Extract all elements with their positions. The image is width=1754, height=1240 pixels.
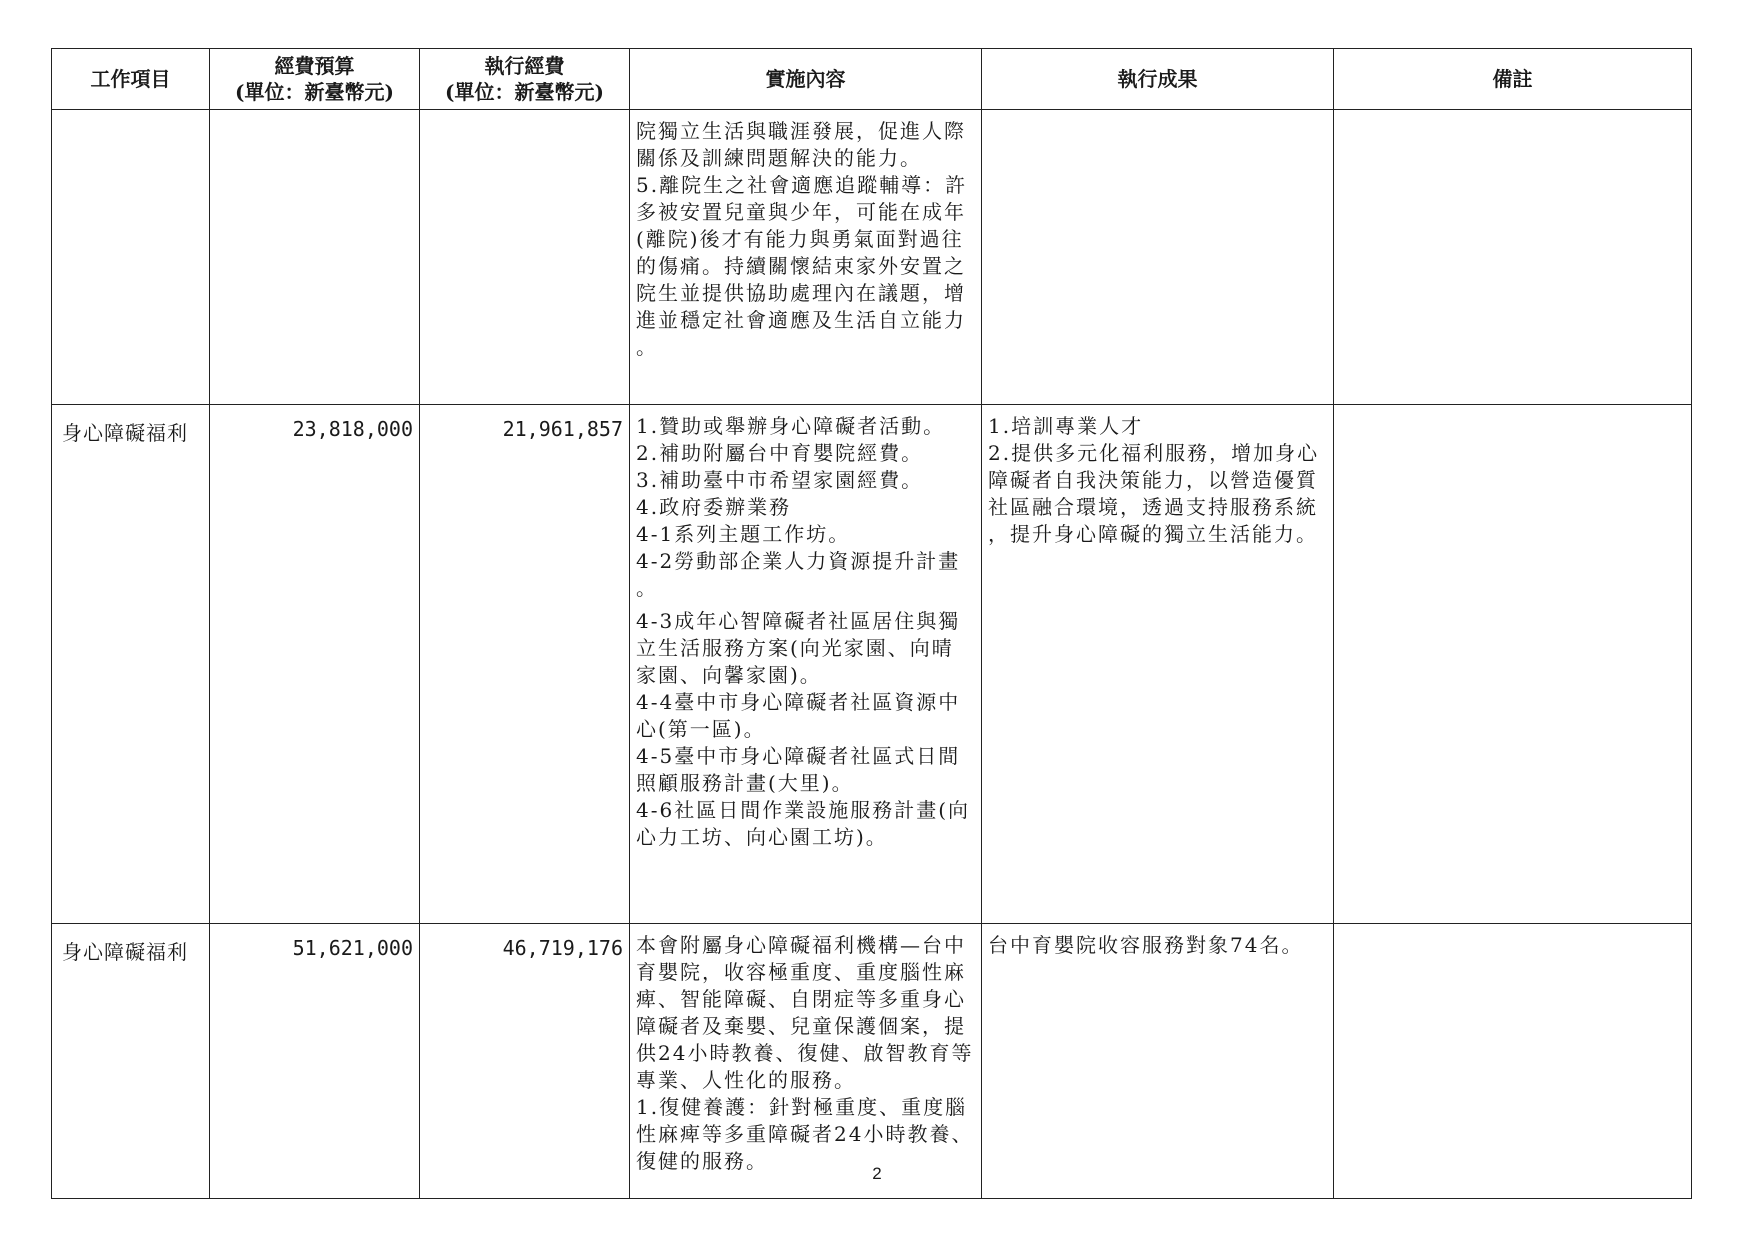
header-spent xyxy=(420,49,630,110)
content-line: 專業、人性化的服務。 xyxy=(636,1068,856,1092)
content-line: 照顧服務計畫(大里)。 xyxy=(636,771,854,795)
header-note: 備註 xyxy=(1334,49,1692,110)
header-content: 實施內容 xyxy=(630,49,982,110)
content-line: 進並穩定社會適應及生活自立能力 xyxy=(636,308,966,332)
header-spent-title: 執行經費 xyxy=(484,54,565,78)
result-line: 社區融合環境，透過支持服務系統 xyxy=(988,495,1318,519)
content-line: 4-3成年心智障礙者社區居住與獨 xyxy=(636,609,961,633)
content-line: 供24小時教養、復健、啟智教育等 xyxy=(636,1041,974,1065)
header-item: 工作項目 xyxy=(52,49,210,110)
content-line: 關係及訓練問題解決的能力。 xyxy=(636,146,922,170)
content-line: 1.復健養護：針對極重度、重度腦 xyxy=(636,1095,968,1119)
content-line: 3.補助臺中市希望家園經費。 xyxy=(636,468,924,492)
row-result xyxy=(982,924,1334,1199)
content-line: 本會附屬身心障礙福利機構—台中 xyxy=(636,933,966,957)
content-line: 4-6社區日間作業設施服務計畫(向 xyxy=(636,798,971,822)
content-line: 復健的服務。 xyxy=(636,1149,768,1173)
header-row xyxy=(52,49,1692,110)
header-spent-unit: (單位：新臺幣元) xyxy=(445,80,604,104)
result-line: 1.培訓專業人才 xyxy=(988,414,1144,438)
content-line: 。 xyxy=(636,335,658,359)
content-line: 。 xyxy=(636,576,658,600)
row-item: 身心障礙福利 xyxy=(52,924,210,1199)
result-line: 障礙者自我決策能力，以營造優質 xyxy=(988,468,1318,492)
content-line: 院獨立生活與職涯發展，促進人際 xyxy=(636,119,966,143)
content-line: 4-2勞動部企業人力資源提升計畫 xyxy=(636,549,961,573)
row-budget: 51,621,000 xyxy=(210,924,420,1199)
content-line: 院生並提供協助處理內在議題，增 xyxy=(636,281,966,305)
result-line: 台中育嬰院收容服務對象74名。 xyxy=(988,933,1304,957)
content-line: 多被安置兒童與少年，可能在成年 xyxy=(636,200,966,224)
row-note xyxy=(1334,405,1692,924)
row-budget: 23,818,000 xyxy=(210,405,420,924)
table-row xyxy=(52,405,1692,924)
header-budget xyxy=(210,49,420,110)
row-note xyxy=(1334,110,1692,405)
row-item xyxy=(52,110,210,405)
row-content xyxy=(630,110,982,405)
content-line: 5.離院生之社會適應追蹤輔導：許 xyxy=(636,173,968,197)
content-line: 4.政府委辦業務 xyxy=(636,495,792,519)
content-line: 心力工坊、向心園工坊)。 xyxy=(636,825,888,849)
result-line: ，提升身心障礙的獨立生活能力。 xyxy=(988,522,1318,546)
work-report-table xyxy=(51,48,1692,1199)
content-line: 心(第一區)。 xyxy=(636,717,766,741)
header-result: 執行成果 xyxy=(982,49,1334,110)
row-item: 身心障礙福利 xyxy=(52,405,210,924)
content-line: 4-5臺中市身心障礙者社區式日間 xyxy=(636,744,961,768)
row-result xyxy=(982,405,1334,924)
row-result xyxy=(982,110,1334,405)
content-line: 4-1系列主題工作坊。 xyxy=(636,522,851,546)
content-line: 1.贊助或舉辦身心障礙者活動。 xyxy=(636,414,946,438)
table-row xyxy=(52,924,1692,1199)
row-spent: 21,961,857 xyxy=(420,405,630,924)
table-row xyxy=(52,110,1692,405)
content-line: 家園、向馨家園)。 xyxy=(636,663,822,687)
content-line: 4-4臺中市身心障礙者社區資源中 xyxy=(636,690,961,714)
content-line: 性麻痺等多重障礙者24小時教養、 xyxy=(636,1122,974,1146)
header-budget-unit: (單位：新臺幣元) xyxy=(235,80,394,104)
row-content xyxy=(630,405,982,924)
page-number: 2 xyxy=(872,1164,882,1183)
content-line: 的傷痛。持續關懷結束家外安置之 xyxy=(636,254,966,278)
content-line: 立生活服務方案(向光家園、向晴 xyxy=(636,636,954,660)
content-line: 育嬰院，收容極重度、重度腦性麻 xyxy=(636,960,966,984)
row-spent: 46,719,176 xyxy=(420,924,630,1199)
row-spent xyxy=(420,110,630,405)
content-line: 2.補助附屬台中育嬰院經費。 xyxy=(636,441,924,465)
row-note xyxy=(1334,924,1692,1199)
content-line: 痺、智能障礙、自閉症等多重身心 xyxy=(636,987,966,1011)
row-budget xyxy=(210,110,420,405)
result-line: 2.提供多元化福利服務，增加身心 xyxy=(988,441,1320,465)
content-line: 障礙者及棄嬰、兒童保護個案，提 xyxy=(636,1014,966,1038)
content-line: (離院)後才有能力與勇氣面對過往 xyxy=(636,227,964,251)
header-budget-title: 經費預算 xyxy=(274,54,355,78)
row-content xyxy=(630,924,982,1199)
